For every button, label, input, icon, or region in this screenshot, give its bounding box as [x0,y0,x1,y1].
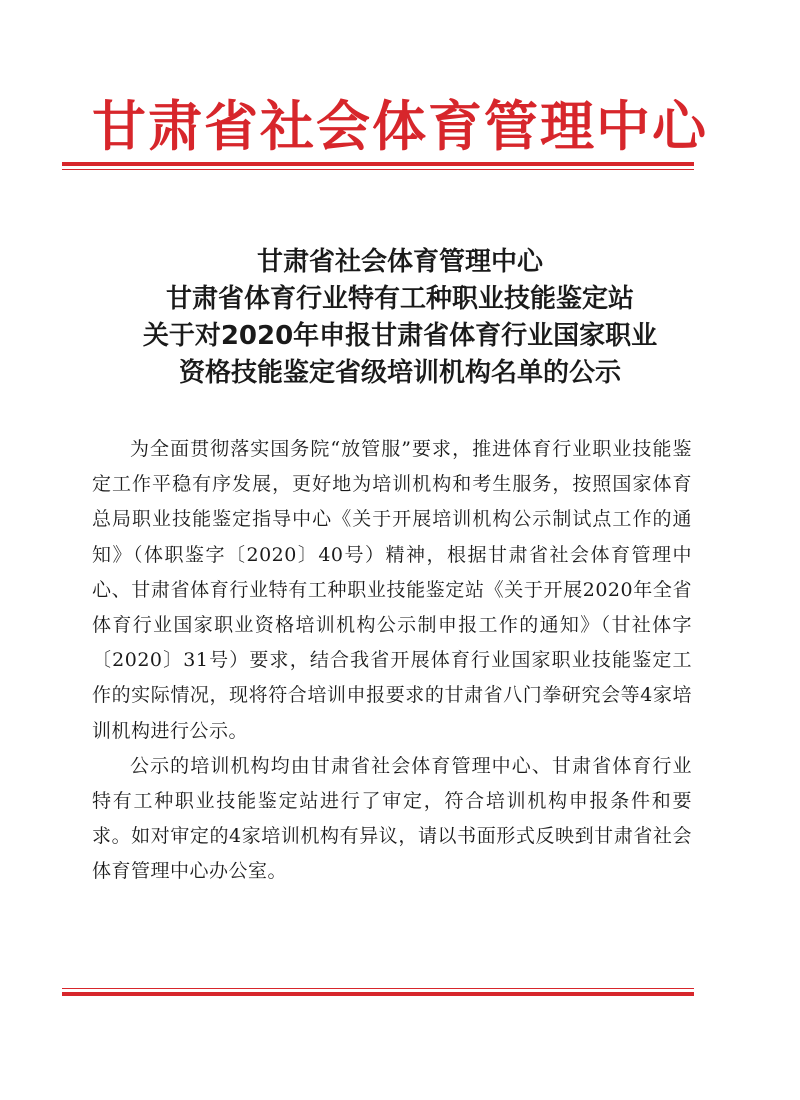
letterhead-rule-thin [62,169,694,170]
notice-body [92,432,692,890]
footer-rule-thin [62,988,694,989]
body-paragraph-2: 公示的培训机构均由甘肃省社会体育管理中心、甘肃省体育行业特有工种职业技能鉴定站进行了审定，符合培训机构申报条件和要求。如对审定的4家培训机构有异议，请以书面形式反映到甘肃省社会体育管理中心办公室。 [92,754,692,883]
notice-title [60,244,740,392]
title-line-2: 甘肃省体育行业特有工种职业技能鉴定站 [165,284,634,314]
title-line-3: 关于对2020年申报甘肃省体育行业国家职业 [142,321,658,351]
letterhead-rule-thick [62,162,694,166]
title-line-4: 资格技能鉴定省级培训机构名单的公示 [178,358,621,388]
title-line-1: 甘肃省社会体育管理中心 [256,247,543,277]
body-paragraph-1: 为全面贯彻落实国务院“放管服”要求，推进体育行业职业技能鉴定工作平稳有序发展，更好地为培训机构和考生服务，按照国家体育总局职业技能鉴定指导中心《关于开展培训机构公示制试点工作的通知》（体职鉴字〔2020〕40号）精神，根据甘肃省社会体育管理中心、甘肃省体育行业特有工种职业技能鉴定站《关于开展2020年全省体育行业国家职业资格培训机构公示制申报工作的通知》（甘社体字〔2020〕31号）要求，结合我省开展体育行业国家职业技能鉴定工作的实际情况，现将符合培训申报要求的甘肃省八门拳研究会等4家培训机构进行公示。 [92,438,692,742]
letterhead-org-name: 甘肃省社会体育管理中心 [92,95,708,158]
footer-rule-thick [62,992,694,996]
